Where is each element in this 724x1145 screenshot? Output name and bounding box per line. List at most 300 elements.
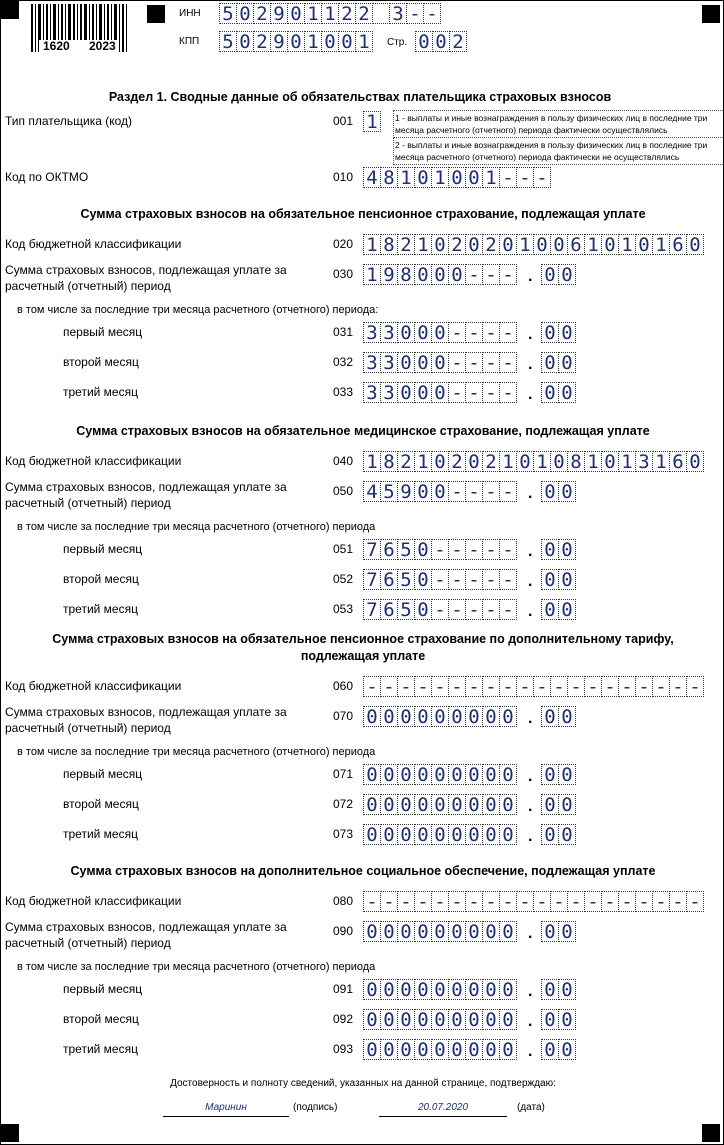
- char-cell: 0: [482, 921, 500, 942]
- char-cell: 0: [541, 382, 559, 403]
- sum-label: Сумма страховых взносов, подлежащая уплате за: [5, 263, 287, 277]
- decimal-point: .: [528, 356, 533, 373]
- char-cell: 1: [414, 451, 432, 472]
- char-cell: 0: [431, 451, 449, 472]
- char-cell: 0: [465, 921, 483, 942]
- sum-cells[interactable]: [363, 481, 516, 502]
- char-cell: 0: [414, 264, 432, 285]
- page-number-cells[interactable]: [415, 31, 466, 52]
- char-cell: 1: [618, 451, 636, 472]
- char-cell: 0: [414, 979, 432, 1000]
- char-cell: 8: [380, 167, 398, 188]
- char-cell: 0: [397, 824, 415, 845]
- month-label: второй месяц: [63, 1012, 139, 1026]
- char-cell: 1: [363, 234, 381, 255]
- month-kopecks-cells[interactable]: [541, 794, 575, 815]
- char-cell: 3: [380, 352, 398, 373]
- char-cell: -: [465, 264, 483, 285]
- decimal-point: .: [528, 573, 533, 590]
- char-cell: -: [482, 891, 500, 912]
- month-kopecks-cells[interactable]: [541, 979, 575, 1000]
- char-cell: -: [465, 382, 483, 403]
- decimal-point: .: [528, 543, 533, 560]
- payer-type-code: 001: [333, 114, 354, 128]
- char-cell: 1: [516, 234, 534, 255]
- char-cell: 1: [618, 234, 636, 255]
- char-cell: -: [499, 676, 517, 697]
- date-label: (дата): [517, 1102, 545, 1113]
- char-cell: 0: [431, 1009, 449, 1030]
- char-cell: 9: [397, 481, 415, 502]
- line-code: 080: [333, 894, 354, 908]
- char-cell: -: [431, 569, 449, 590]
- char-cell: 5: [397, 539, 415, 560]
- char-cell: 0: [541, 794, 559, 815]
- char-cell: -: [652, 891, 670, 912]
- char-cell: -: [482, 352, 500, 373]
- month-label: второй месяц: [63, 797, 139, 811]
- date-field[interactable]: [379, 1100, 507, 1117]
- char-cell: -: [499, 569, 517, 590]
- month-cells[interactable]: [363, 824, 516, 845]
- char-cell: 0: [541, 539, 559, 560]
- char-cell: 3: [363, 382, 381, 403]
- char-cell: -: [448, 382, 466, 403]
- oktmo-label: Код по ОКТМО: [5, 170, 89, 184]
- char-cell: -: [499, 599, 517, 620]
- char-cell: 2: [397, 451, 415, 472]
- char-cell: 5: [397, 569, 415, 590]
- char-cell: 0: [448, 824, 466, 845]
- char-cell: -: [482, 539, 500, 560]
- char-cell: -: [482, 676, 500, 697]
- char-cell: 1: [304, 3, 322, 24]
- kbk-cells[interactable]: [363, 234, 703, 255]
- char-cell: 0: [380, 1009, 398, 1030]
- char-cell: 0: [397, 794, 415, 815]
- line-code: 051: [333, 542, 354, 556]
- sum-kopecks-cells[interactable]: [541, 706, 575, 727]
- month-cells[interactable]: [363, 1039, 516, 1060]
- char-cell: 0: [236, 31, 254, 52]
- char-cell: 8: [380, 451, 398, 472]
- char-cell: 0: [338, 31, 356, 52]
- including-label: в том числе за последние три месяца расчетного (отчетного) периода:: [17, 304, 379, 316]
- month-kopecks-cells[interactable]: [541, 1009, 575, 1030]
- char-cell: -: [397, 891, 415, 912]
- char-cell: 0: [499, 921, 517, 942]
- char-cell: -: [499, 167, 517, 188]
- month-label: второй месяц: [63, 572, 139, 586]
- char-cell: 0: [431, 352, 449, 373]
- char-cell: 0: [397, 979, 415, 1000]
- sum-label: Сумма страховых взносов, подлежащая уплате за: [5, 480, 287, 494]
- kpp-cells[interactable]: [219, 31, 372, 52]
- char-cell: 0: [431, 706, 449, 727]
- char-cell: 0: [465, 167, 483, 188]
- month-cells[interactable]: [363, 539, 516, 560]
- char-cell: -: [465, 599, 483, 620]
- char-cell: 0: [541, 352, 559, 373]
- char-cell: 0: [558, 794, 576, 815]
- char-cell: 5: [219, 3, 237, 24]
- char-cell: -: [465, 352, 483, 373]
- char-cell: 0: [397, 706, 415, 727]
- char-cell: 1: [363, 111, 381, 132]
- char-cell: 8: [380, 234, 398, 255]
- sum-kopecks-cells[interactable]: [541, 921, 575, 942]
- char-cell: -: [448, 891, 466, 912]
- corner-marker: [1, 1124, 19, 1142]
- payer-type-cells[interactable]: [363, 111, 380, 132]
- char-cell: -: [448, 539, 466, 560]
- month-kopecks-cells[interactable]: [541, 539, 575, 560]
- barcode: [31, 4, 127, 52]
- char-cell: 0: [499, 824, 517, 845]
- char-cell: 0: [363, 1039, 381, 1060]
- char-cell: 0: [499, 1039, 517, 1060]
- char-cell: -: [584, 676, 602, 697]
- char-cell: 3: [389, 3, 407, 24]
- char-cell: 0: [414, 539, 432, 560]
- char-cell: 0: [541, 824, 559, 845]
- char-cell: -: [380, 891, 398, 912]
- month-cells[interactable]: [363, 1009, 516, 1030]
- char-cell: 0: [287, 31, 305, 52]
- char-cell: 5: [380, 481, 398, 502]
- char-cell: 0: [686, 451, 704, 472]
- char-cell: 6: [380, 599, 398, 620]
- char-cell: 0: [415, 31, 433, 52]
- block-title: Сумма страховых взносов на дополнительное социальное обеспечение, подлежащая уплате: [70, 864, 656, 878]
- char-cell: 0: [499, 1009, 517, 1030]
- decimal-point: .: [528, 603, 533, 620]
- decimal-point: .: [528, 485, 533, 502]
- char-cell: 0: [397, 764, 415, 785]
- char-cell: -: [363, 891, 381, 912]
- char-cell: 0: [363, 794, 381, 815]
- decimal-point: .: [528, 1043, 533, 1060]
- char-cell: 0: [414, 824, 432, 845]
- char-cell: 0: [541, 706, 559, 727]
- decimal-point: .: [528, 983, 533, 1000]
- char-cell: 0: [465, 1039, 483, 1060]
- char-cell: 7: [363, 569, 381, 590]
- month-label: третий месяц: [63, 1042, 138, 1056]
- char-cell: 0: [431, 264, 449, 285]
- line-code: 071: [333, 767, 354, 781]
- char-cell: 0: [448, 764, 466, 785]
- char-cell: 0: [448, 706, 466, 727]
- line-code: 092: [333, 1012, 354, 1026]
- char-cell: 6: [567, 234, 585, 255]
- char-cell: 0: [431, 921, 449, 942]
- char-cell: 1: [482, 167, 500, 188]
- char-cell: 0: [432, 31, 450, 52]
- char-cell: -: [380, 676, 398, 697]
- sum-kopecks-cells[interactable]: [541, 481, 575, 502]
- char-cell: 0: [380, 979, 398, 1000]
- char-cell: 0: [482, 979, 500, 1000]
- char-cell: 0: [482, 764, 500, 785]
- decimal-point: .: [528, 798, 533, 815]
- char-cell: 0: [414, 921, 432, 942]
- char-cell: 0: [414, 322, 432, 343]
- sum-cells[interactable]: [363, 264, 516, 285]
- char-cell: 3: [380, 322, 398, 343]
- char-cell: 0: [431, 1039, 449, 1060]
- char-cell: 0: [363, 824, 381, 845]
- char-cell: 0: [482, 706, 500, 727]
- char-cell: 0: [414, 167, 432, 188]
- corner-marker: [147, 5, 165, 23]
- corner-marker: [1, 1, 19, 19]
- decimal-point: .: [528, 1013, 533, 1030]
- char-cell: 0: [431, 794, 449, 815]
- sum-label-line-2: расчетный (отчетный) период: [5, 936, 171, 950]
- char-cell: 2: [449, 31, 467, 52]
- char-cell: 0: [516, 451, 534, 472]
- char-cell: -: [533, 891, 551, 912]
- char-cell: 0: [482, 1009, 500, 1030]
- char-cell: -: [482, 264, 500, 285]
- month-label: первый месяц: [63, 767, 143, 781]
- char-cell: -: [423, 3, 441, 24]
- char-cell: 0: [558, 539, 576, 560]
- month-cells[interactable]: [363, 382, 516, 403]
- char-cell: 0: [533, 234, 551, 255]
- char-cell: 0: [380, 706, 398, 727]
- char-cell: 0: [499, 764, 517, 785]
- char-cell: 2: [448, 234, 466, 255]
- month-kopecks-cells[interactable]: [541, 569, 575, 590]
- month-cells[interactable]: [363, 569, 516, 590]
- char-cell: 8: [567, 451, 585, 472]
- month-kopecks-cells[interactable]: [541, 824, 575, 845]
- signature-field[interactable]: [163, 1100, 289, 1117]
- month-kopecks-cells[interactable]: [541, 352, 575, 373]
- inn-label: ИНН: [179, 8, 201, 19]
- char-cell: 0: [448, 1039, 466, 1060]
- month-kopecks-cells[interactable]: [541, 382, 575, 403]
- char-cell: 5: [219, 31, 237, 52]
- char-cell: -: [686, 891, 704, 912]
- char-cell: 0: [414, 481, 432, 502]
- char-cell: 4: [363, 167, 381, 188]
- char-cell: 0: [448, 794, 466, 815]
- month-kopecks-cells[interactable]: [541, 1039, 575, 1060]
- block-title: Сумма страховых взносов на обязательное пенсионное страхование по дополнительному тарифу,: [52, 632, 674, 646]
- kbk-cells[interactable]: [363, 451, 703, 472]
- char-cell: 0: [414, 569, 432, 590]
- char-cell: -: [448, 322, 466, 343]
- char-cell: 2: [253, 31, 271, 52]
- kbk-label: Код бюджетной классификации: [5, 894, 182, 908]
- inn-cells[interactable]: [219, 3, 440, 24]
- barcode-number-left: 1620: [43, 39, 70, 53]
- line-code: 020: [333, 237, 354, 251]
- line-code: 040: [333, 454, 354, 468]
- month-kopecks-cells[interactable]: [541, 599, 575, 620]
- char-cell: -: [618, 891, 636, 912]
- decimal-point: .: [528, 386, 533, 403]
- char-cell: 0: [397, 1009, 415, 1030]
- line-code: 031: [333, 325, 354, 339]
- char-cell: -: [414, 676, 432, 697]
- char-cell: 0: [541, 599, 559, 620]
- month-label: первый месяц: [63, 982, 143, 996]
- sum-label: Сумма страховых взносов, подлежащая уплате за: [5, 705, 287, 719]
- char-cell: -: [635, 676, 653, 697]
- sum-cells[interactable]: [363, 921, 516, 942]
- char-cell: 0: [499, 794, 517, 815]
- char-cell: 1: [584, 451, 602, 472]
- date-value: 20.07.2020: [417, 1102, 469, 1113]
- kbk-cells[interactable]: [363, 891, 703, 912]
- char-cell: 4: [363, 481, 381, 502]
- char-cell: [372, 3, 390, 24]
- char-cell: 1: [414, 234, 432, 255]
- month-kopecks-cells[interactable]: [541, 322, 575, 343]
- char-cell: 7: [363, 539, 381, 560]
- char-cell: 0: [448, 167, 466, 188]
- line-code: 032: [333, 355, 354, 369]
- kbk-label: Код бюджетной классификации: [5, 454, 182, 468]
- char-cell: -: [499, 264, 517, 285]
- line-code: 091: [333, 982, 354, 996]
- char-cell: 2: [448, 451, 466, 472]
- corner-marker: [702, 1124, 720, 1142]
- char-cell: 6: [380, 539, 398, 560]
- month-label: третий месяц: [63, 602, 138, 616]
- char-cell: 0: [465, 794, 483, 815]
- char-cell: -: [584, 891, 602, 912]
- char-cell: 0: [414, 599, 432, 620]
- confirmation-text: Достоверность и полноту сведений, указанных на данной странице, подтверждаю:: [170, 1078, 556, 1089]
- month-cells[interactable]: [363, 764, 516, 785]
- char-cell: -: [448, 676, 466, 697]
- char-cell: 0: [363, 921, 381, 942]
- char-cell: -: [363, 676, 381, 697]
- char-cell: 0: [558, 1009, 576, 1030]
- month-kopecks-cells[interactable]: [541, 764, 575, 785]
- char-cell: -: [448, 352, 466, 373]
- kpp-label: КПП: [179, 36, 200, 47]
- line-code: 093: [333, 1042, 354, 1056]
- month-label: второй месяц: [63, 355, 139, 369]
- char-cell: 0: [431, 824, 449, 845]
- char-cell: 0: [380, 794, 398, 815]
- signature-label: (подпись): [293, 1102, 338, 1113]
- kbk-cells[interactable]: [363, 676, 703, 697]
- char-cell: 1: [584, 234, 602, 255]
- char-cell: 3: [635, 451, 653, 472]
- char-cell: -: [635, 891, 653, 912]
- char-cell: -: [652, 676, 670, 697]
- decimal-point: .: [528, 828, 533, 845]
- char-cell: 0: [558, 764, 576, 785]
- char-cell: 0: [558, 481, 576, 502]
- month-cells[interactable]: [363, 599, 516, 620]
- char-cell: -: [431, 891, 449, 912]
- char-cell: -: [686, 676, 704, 697]
- payer-type-note-2: 2 - выплаты и иные вознаграждения в пользу физических лиц в последние три месяца расчетного (отчетного) периода фактически не осуществлялись: [393, 137, 724, 165]
- char-cell: 0: [558, 1039, 576, 1060]
- char-cell: -: [533, 167, 551, 188]
- line-code: 090: [333, 924, 354, 938]
- sum-kopecks-cells[interactable]: [541, 264, 575, 285]
- char-cell: 0: [287, 3, 305, 24]
- char-cell: 0: [465, 451, 483, 472]
- line-code: 070: [333, 709, 354, 723]
- decimal-point: .: [528, 268, 533, 285]
- oktmo-cells[interactable]: [363, 167, 550, 188]
- month-cells[interactable]: [363, 979, 516, 1000]
- char-cell: 0: [380, 824, 398, 845]
- kbk-label: Код бюджетной классификации: [5, 237, 182, 251]
- month-cells[interactable]: [363, 322, 516, 343]
- char-cell: 2: [338, 3, 356, 24]
- char-cell: 1: [321, 3, 339, 24]
- month-cells[interactable]: [363, 352, 516, 373]
- char-cell: 0: [363, 979, 381, 1000]
- char-cell: 0: [558, 824, 576, 845]
- page-number-label: Стр.: [387, 37, 408, 48]
- line-code: 072: [333, 797, 354, 811]
- char-cell: 6: [669, 451, 687, 472]
- char-cell: 1: [652, 451, 670, 472]
- char-cell: 0: [465, 979, 483, 1000]
- char-cell: 0: [363, 764, 381, 785]
- char-cell: -: [465, 569, 483, 590]
- char-cell: 0: [541, 764, 559, 785]
- char-cell: 0: [465, 764, 483, 785]
- char-cell: 0: [499, 979, 517, 1000]
- char-cell: 0: [465, 1009, 483, 1030]
- char-cell: 2: [397, 234, 415, 255]
- char-cell: 3: [363, 352, 381, 373]
- char-cell: -: [482, 599, 500, 620]
- including-label: в том числе за последние три месяца расчетного (отчетного) периода: [17, 521, 376, 533]
- char-cell: 2: [253, 3, 271, 24]
- char-cell: 0: [431, 481, 449, 502]
- char-cell: 0: [448, 979, 466, 1000]
- char-cell: 0: [380, 921, 398, 942]
- char-cell: 2: [355, 3, 373, 24]
- char-cell: -: [533, 676, 551, 697]
- char-cell: 0: [363, 706, 381, 727]
- char-cell: 0: [397, 322, 415, 343]
- including-label: в том числе за последние три месяца расчетного (отчетного) периода: [17, 746, 376, 758]
- sum-label-line-2: расчетный (отчетный) период: [5, 496, 171, 510]
- month-cells[interactable]: [363, 794, 516, 815]
- char-cell: -: [414, 891, 432, 912]
- char-cell: -: [448, 569, 466, 590]
- block-title-line-2: подлежащая уплате: [300, 649, 426, 663]
- char-cell: 0: [431, 764, 449, 785]
- month-label: первый месяц: [63, 325, 143, 339]
- sum-cells[interactable]: [363, 706, 516, 727]
- char-cell: 0: [431, 979, 449, 1000]
- line-code: 053: [333, 602, 354, 616]
- char-cell: 0: [448, 921, 466, 942]
- char-cell: 0: [414, 1009, 432, 1030]
- char-cell: 0: [499, 706, 517, 727]
- char-cell: 0: [541, 979, 559, 1000]
- char-cell: -: [499, 382, 517, 403]
- char-cell: -: [601, 676, 619, 697]
- char-cell: 0: [601, 451, 619, 472]
